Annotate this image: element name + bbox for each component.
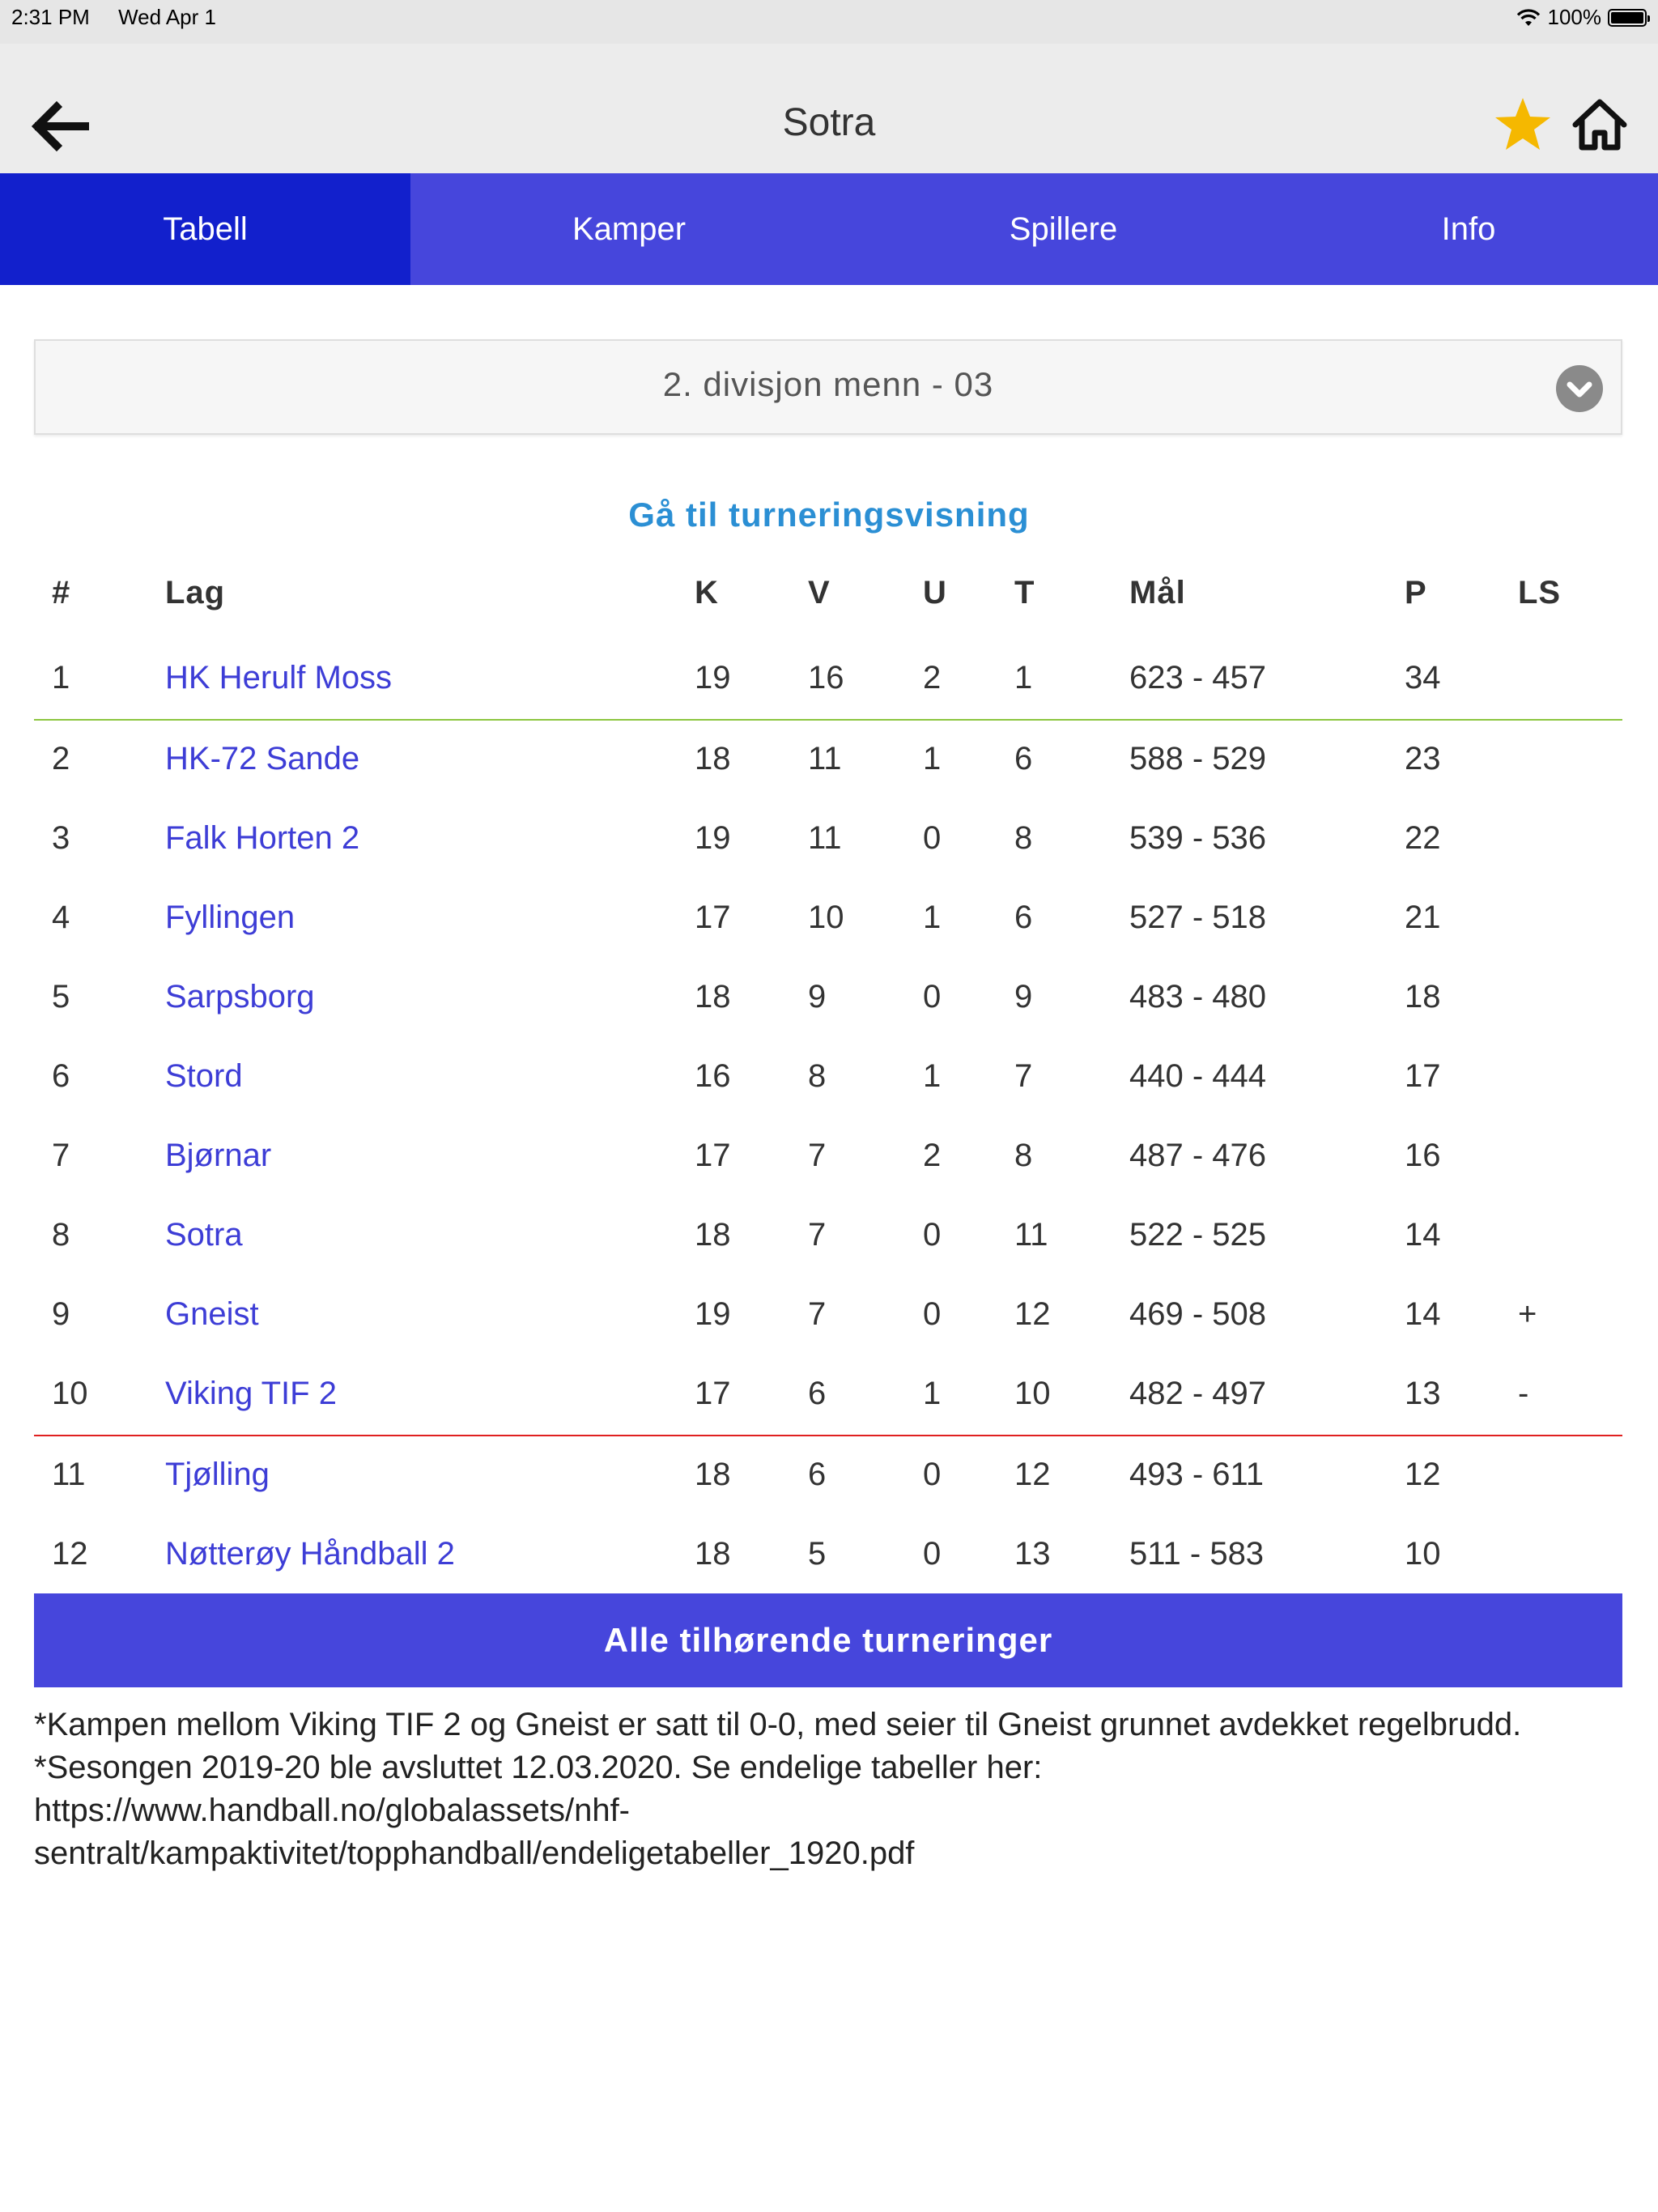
home-icon	[1571, 96, 1629, 154]
team-link[interactable]: Nøtterøy Håndball 2	[165, 1536, 455, 1572]
col-header-u: U	[923, 575, 947, 610]
cell-matches: 18	[695, 1457, 731, 1492]
cell-points: 10	[1405, 1536, 1441, 1572]
status-left	[11, 5, 239, 30]
table-row	[0, 1516, 1658, 1595]
home-button[interactable]	[1571, 96, 1629, 154]
cell-matches: 18	[695, 741, 731, 776]
team-link[interactable]: HK-72 Sande	[165, 741, 360, 776]
cell-pos: 12	[52, 1536, 88, 1572]
cell-goals: 511 - 583	[1129, 1536, 1265, 1572]
all-tournaments-button[interactable]: Alle tilhørende turneringer	[34, 1593, 1622, 1687]
cell-losses: 7	[1014, 1058, 1033, 1094]
cell-goals: 487 - 476	[1129, 1138, 1267, 1173]
table-row	[0, 721, 1658, 800]
cell-matches: 18	[695, 979, 731, 1015]
table-row	[0, 1038, 1658, 1117]
cell-wins: 11	[808, 820, 842, 856]
cell-points: 14	[1405, 1296, 1441, 1332]
cell-pos: 7	[52, 1138, 70, 1173]
table-row	[0, 879, 1658, 959]
cell-losses: 6	[1014, 900, 1033, 935]
star-icon	[1494, 96, 1552, 154]
cell-draws: 0	[923, 820, 942, 856]
table-row	[0, 1355, 1658, 1435]
col-header-p: P	[1405, 575, 1427, 610]
table-row	[0, 959, 1658, 1038]
col-header-team: Lag	[165, 575, 226, 610]
team-link[interactable]: Sotra	[165, 1217, 243, 1253]
cell-matches: 19	[695, 820, 731, 856]
cell-draws: 0	[923, 1457, 942, 1492]
table-body	[0, 640, 1658, 1595]
app-header	[0, 44, 1658, 173]
cell-losses: 10	[1014, 1376, 1051, 1411]
cell-draws: 1	[923, 900, 942, 935]
status-right	[1516, 5, 1647, 30]
notes	[34, 1704, 1645, 1875]
cell-matches: 18	[695, 1536, 731, 1572]
cell-matches: 17	[695, 1138, 731, 1173]
cell-draws: 1	[923, 1376, 942, 1411]
note-line: *Sesongen 2019-20 ble avsluttet 12.03.2020. Se endelige tabeller her:	[34, 1750, 1043, 1785]
cell-losses: 11	[1014, 1217, 1048, 1253]
table-row	[0, 1436, 1658, 1516]
cell-pos: 4	[52, 900, 70, 935]
cell-pos: 1	[52, 660, 70, 696]
cell-goals: 469 - 508	[1129, 1296, 1267, 1332]
team-link[interactable]: Falk Horten 2	[165, 820, 360, 856]
cell-wins: 7	[808, 1138, 827, 1173]
cell-points: 23	[1405, 741, 1441, 776]
col-header-k: K	[695, 575, 719, 610]
division-select[interactable]	[34, 339, 1622, 435]
cell-goals: 522 - 525	[1129, 1217, 1267, 1253]
cell-wins: 6	[808, 1376, 827, 1411]
team-link[interactable]: Viking TIF 2	[165, 1376, 337, 1411]
cell-wins: 7	[808, 1217, 827, 1253]
team-link[interactable]: Bjørnar	[165, 1138, 272, 1173]
cell-ls: -	[1518, 1376, 1529, 1411]
cell-pos: 8	[52, 1217, 70, 1253]
cell-points: 12	[1405, 1457, 1441, 1492]
status-time: 2:31 PM	[11, 5, 90, 29]
cell-pos: 3	[52, 820, 70, 856]
cell-points: 18	[1405, 979, 1441, 1015]
cell-wins: 9	[808, 979, 827, 1015]
cell-draws: 0	[923, 1296, 942, 1332]
table-row	[0, 1276, 1658, 1355]
tab-bar	[0, 173, 1658, 285]
cell-points: 16	[1405, 1138, 1441, 1173]
cell-goals: 623 - 457	[1129, 660, 1267, 696]
cell-wins: 11	[808, 741, 842, 776]
cell-draws: 1	[923, 1058, 942, 1094]
cell-pos: 2	[52, 741, 70, 776]
cell-goals: 482 - 497	[1129, 1376, 1267, 1411]
cell-losses: 8	[1014, 820, 1033, 856]
cell-wins: 8	[808, 1058, 827, 1094]
cell-losses: 6	[1014, 741, 1033, 776]
cell-wins: 16	[808, 660, 844, 696]
cell-matches: 17	[695, 900, 731, 935]
cell-points: 21	[1405, 900, 1441, 935]
tab-kamper[interactable]: Kamper	[572, 211, 687, 247]
status-bar	[0, 0, 1658, 44]
tab-spillere[interactable]: Spillere	[1009, 211, 1118, 247]
cell-matches: 16	[695, 1058, 731, 1094]
tab-info[interactable]: Info	[1441, 211, 1496, 247]
col-header-mal: Mål	[1129, 575, 1186, 610]
cell-pos: 11	[52, 1457, 86, 1492]
cell-pos: 10	[52, 1376, 88, 1411]
cell-draws: 1	[923, 741, 942, 776]
col-header-t: T	[1014, 575, 1035, 610]
table-header	[0, 551, 1658, 640]
table-row	[0, 1197, 1658, 1276]
cell-matches: 19	[695, 1296, 731, 1332]
cell-wins: 6	[808, 1457, 827, 1492]
cell-wins: 10	[808, 900, 844, 935]
tournament-view-link[interactable]: Gå til turneringsvisning	[628, 496, 1030, 534]
cell-goals: 588 - 529	[1129, 741, 1267, 776]
cell-ls: +	[1518, 1296, 1537, 1332]
cell-points: 22	[1405, 820, 1441, 856]
division-select-value: 2. divisjon menn - 03	[662, 365, 994, 403]
team-link[interactable]: Fyllingen	[165, 900, 295, 935]
cell-points: 17	[1405, 1058, 1441, 1094]
table-row	[0, 800, 1658, 879]
team-link[interactable]: Gneist	[165, 1296, 259, 1332]
status-date: Wed Apr 1	[118, 5, 216, 29]
note-link[interactable]: https://www.handball.no/globalassets/nhf-	[34, 1793, 630, 1828]
cell-losses: 8	[1014, 1138, 1033, 1173]
table-row	[0, 640, 1658, 719]
cell-points: 14	[1405, 1217, 1441, 1253]
team-link[interactable]: HK Herulf Moss	[165, 660, 393, 696]
chevron-down-icon	[1556, 365, 1603, 412]
cell-draws: 0	[923, 1536, 942, 1572]
cell-pos: 9	[52, 1296, 70, 1332]
cell-points: 13	[1405, 1376, 1441, 1411]
tab-tabell[interactable]: Tabell	[0, 173, 410, 285]
cell-wins: 7	[808, 1296, 827, 1332]
cell-draws: 0	[923, 979, 942, 1015]
cell-losses: 12	[1014, 1296, 1051, 1332]
cell-matches: 17	[695, 1376, 731, 1411]
team-link[interactable]: Tjølling	[165, 1457, 270, 1492]
battery-icon	[1608, 9, 1647, 27]
wifi-icon	[1516, 8, 1541, 28]
cell-matches: 19	[695, 660, 731, 696]
cell-losses: 1	[1014, 660, 1033, 696]
cell-draws: 0	[923, 1217, 942, 1253]
cell-goals: 539 - 536	[1129, 820, 1267, 856]
cell-losses: 9	[1014, 979, 1033, 1015]
note-link[interactable]: sentralt/kampaktivitet/topphandball/endeligetabeller_1920.pdf	[34, 1836, 915, 1871]
cell-pos: 6	[52, 1058, 70, 1094]
cell-goals: 483 - 480	[1129, 979, 1267, 1015]
favorite-button[interactable]	[1494, 96, 1552, 154]
standings-table	[0, 551, 1658, 1595]
cell-matches: 18	[695, 1217, 731, 1253]
cell-losses: 12	[1014, 1457, 1051, 1492]
cell-points: 34	[1405, 660, 1441, 696]
cell-pos: 5	[52, 979, 70, 1015]
cell-wins: 5	[808, 1536, 827, 1572]
cell-draws: 2	[923, 660, 942, 696]
cell-goals: 527 - 518	[1129, 900, 1267, 935]
battery-percent: 100%	[1547, 5, 1601, 29]
team-link[interactable]: Stord	[165, 1058, 243, 1094]
col-header-ls: LS	[1518, 575, 1562, 610]
cell-goals: 440 - 444	[1129, 1058, 1267, 1094]
col-header-v: V	[808, 575, 831, 610]
page-title: Sotra	[782, 101, 876, 144]
cell-goals: 493 - 611	[1129, 1457, 1265, 1492]
col-header-pos: #	[52, 575, 71, 610]
note-line: *Kampen mellom Viking TIF 2 og Gneist er satt til 0-0, med seier til Gneist grunnet avdekket regelbrudd.	[34, 1707, 1522, 1742]
cell-losses: 13	[1014, 1536, 1051, 1572]
team-link[interactable]: Sarpsborg	[165, 979, 315, 1015]
cell-draws: 2	[923, 1138, 942, 1173]
table-row	[0, 1117, 1658, 1197]
